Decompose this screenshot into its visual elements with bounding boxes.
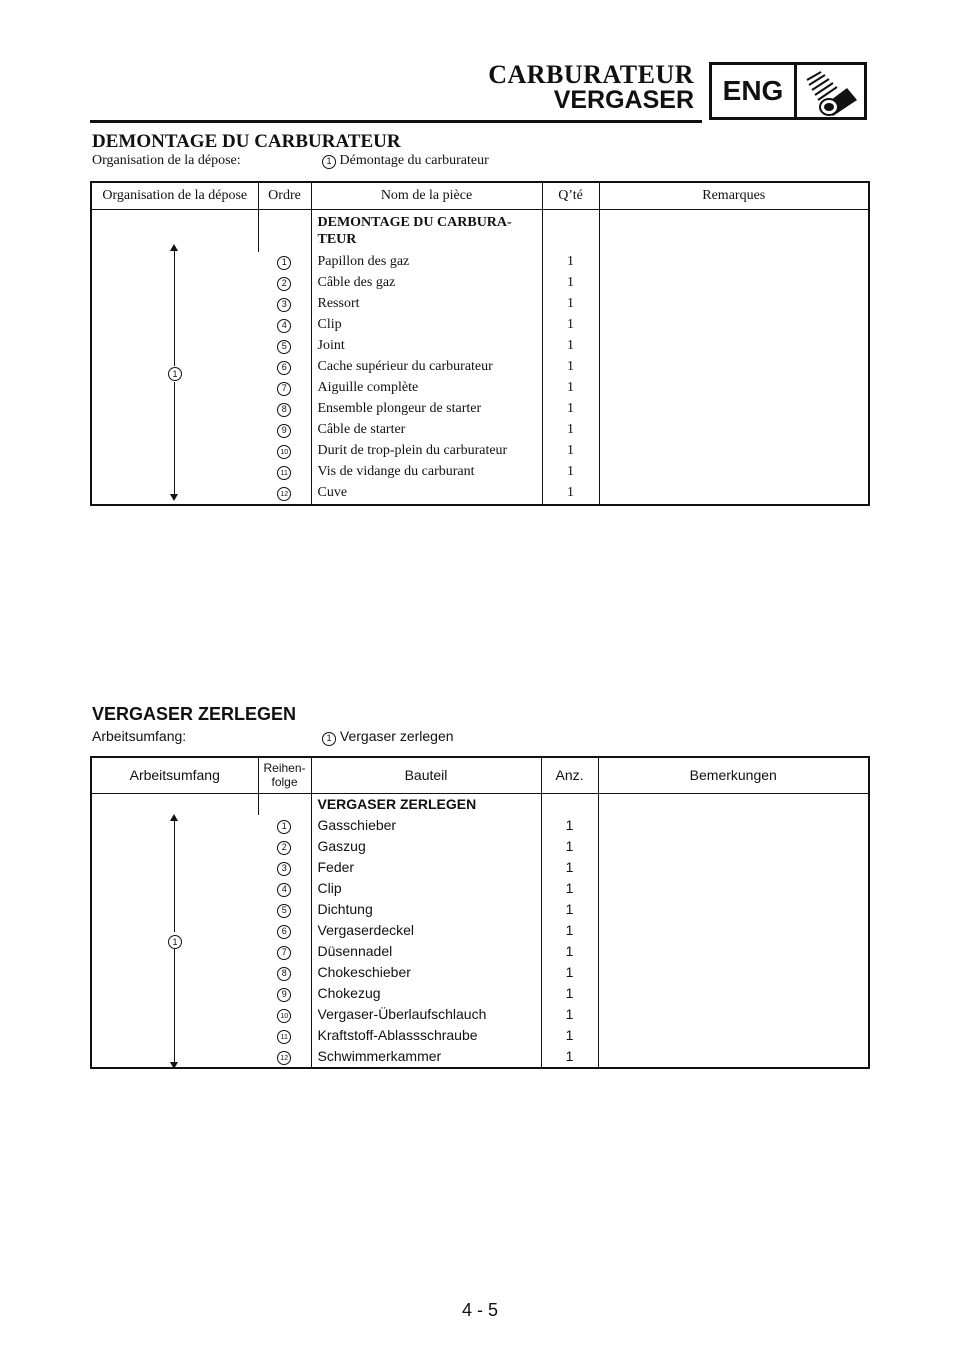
de-col-part: Bauteil (311, 757, 541, 793)
part-qty: 1 (541, 857, 598, 878)
part-qty: 1 (542, 357, 599, 378)
part-name: Ressort (311, 294, 542, 315)
order-number: 7 (277, 382, 291, 396)
part-name: Schwimmerkammer (311, 1046, 541, 1068)
part-qty: 1 (542, 378, 599, 399)
fr-col-remarks: Remarques (599, 182, 869, 209)
part-qty: 1 (542, 483, 599, 505)
order-number: 4 (277, 319, 291, 333)
order-number: 6 (277, 925, 291, 939)
part-name: Câble des gaz (311, 273, 542, 294)
part-qty: 1 (542, 441, 599, 462)
arrow-down-icon (170, 1062, 178, 1069)
part-qty: 1 (541, 836, 598, 857)
header-rule (90, 120, 702, 123)
de-parts-table (90, 756, 870, 1069)
part-qty: 1 (541, 983, 598, 1004)
header-title-fr: CARBURATEUR (488, 60, 694, 89)
part-name: Feder (311, 857, 541, 878)
part-qty: 1 (542, 315, 599, 336)
part-name: Vis de vidange du carburant (311, 462, 542, 483)
part-name: Clip (311, 878, 541, 899)
order-number: 8 (277, 967, 291, 981)
part-qty: 1 (541, 1046, 598, 1068)
part-name: Clip (311, 315, 542, 336)
order-number: 4 (277, 883, 291, 897)
part-name: Ensemble plongeur de starter (311, 399, 542, 420)
de-col-scope: Arbeitsumfang (91, 757, 258, 793)
part-name: Gaszug (311, 836, 541, 857)
de-heading-row (91, 793, 869, 815)
order-number: 5 (277, 340, 291, 354)
fr-section-title: DEMONTAGE DU CARBURATEUR (92, 131, 401, 152)
order-number: 1 (277, 820, 291, 834)
page-number: 4 - 5 (461, 1300, 499, 1320)
part-name: Câble de starter (311, 420, 542, 441)
section-badge (709, 62, 867, 120)
fr-scope-value: Démontage du carburateur (339, 153, 489, 168)
part-name: Joint (311, 336, 542, 357)
de-section-title: VERGASER ZERLEGEN (92, 704, 297, 724)
order-number: 6 (277, 361, 291, 375)
order-number: 1 (277, 256, 291, 270)
part-name: Cuve (311, 483, 542, 505)
part-qty: 1 (542, 273, 599, 294)
de-group-label: 1 (168, 935, 182, 949)
part-name: Chokezug (311, 983, 541, 1004)
part-name: Papillon des gaz (311, 252, 542, 273)
order-number: 3 (277, 862, 291, 876)
part-name: Kraftstoff-Ablassschraube (311, 1025, 541, 1046)
badge-label: ENG (712, 65, 797, 117)
engine-cylinder-icon (797, 65, 864, 117)
part-qty: 1 (542, 420, 599, 441)
fr-parts-table (90, 181, 870, 506)
order-number: 5 (277, 904, 291, 918)
part-name: Aiguille complète (311, 378, 542, 399)
part-qty: 1 (542, 252, 599, 273)
order-number: 3 (277, 298, 291, 312)
fr-col-org: Organisation de la dépose (91, 182, 258, 209)
order-number: 12 (277, 1051, 291, 1065)
fr-group-label: 1 (168, 367, 182, 381)
header-title-de: VERGASER (553, 86, 694, 114)
part-qty: 1 (541, 962, 598, 983)
part-name: Durit de trop-plein du carburateur (311, 441, 542, 462)
de-col-remarks: Bemerkungen (598, 757, 869, 793)
part-qty: 1 (541, 878, 598, 899)
part-qty: 1 (542, 294, 599, 315)
de-col-qty: Anz. (541, 757, 598, 793)
part-name: Vergaserdeckel (311, 920, 541, 941)
de-col-order: Reihen-folge (258, 757, 311, 793)
part-name: Cache supérieur du carburateur (311, 357, 542, 378)
de-header-row (91, 757, 869, 793)
de-group-cell (91, 793, 258, 1068)
fr-scope-line (92, 153, 792, 169)
part-qty: 1 (542, 462, 599, 483)
part-qty: 1 (541, 941, 598, 962)
fr-group-cell (91, 209, 258, 505)
de-scope-number: 1 (322, 732, 336, 746)
order-number: 9 (277, 988, 291, 1002)
order-number: 10 (277, 445, 291, 459)
part-qty: 1 (541, 899, 598, 920)
fr-header-row (91, 182, 869, 209)
order-number: 9 (277, 424, 291, 438)
order-number: 12 (277, 487, 291, 501)
part-name: Vergaser-Überlaufschlauch (311, 1004, 541, 1025)
fr-heading-name: DEMONTAGE DU CARBURA-TEUR (311, 209, 542, 252)
part-qty: 1 (542, 336, 599, 357)
de-scope-value: Vergaser zerlegen (339, 728, 454, 744)
part-qty: 1 (541, 1025, 598, 1046)
fr-col-qty: Q’té (542, 182, 599, 209)
part-qty: 1 (542, 399, 599, 420)
part-name: Dichtung (311, 899, 541, 920)
de-scope-line (92, 728, 792, 744)
fr-scope-label: Organisation de la dépose: (92, 153, 241, 168)
order-number: 11 (277, 466, 291, 480)
order-number: 7 (277, 946, 291, 960)
order-number: 2 (277, 841, 291, 855)
arrow-down-icon (170, 494, 178, 501)
order-number: 11 (277, 1030, 291, 1044)
order-number: 8 (277, 403, 291, 417)
fr-col-order: Ordre (258, 182, 311, 209)
part-qty: 1 (541, 815, 598, 836)
part-name: Chokeschieber (311, 962, 541, 983)
part-qty: 1 (541, 1004, 598, 1025)
order-number: 10 (277, 1009, 291, 1023)
de-heading-name: VERGASER ZERLEGEN (311, 793, 541, 815)
fr-col-name: Nom de la pièce (311, 182, 542, 209)
fr-scope-number: 1 (322, 155, 336, 169)
order-number: 2 (277, 277, 291, 291)
fr-heading-row (91, 209, 869, 252)
de-scope-label: Arbeitsumfang: (92, 728, 187, 744)
part-name: Düsennadel (311, 941, 541, 962)
part-name: Gasschieber (311, 815, 541, 836)
part-qty: 1 (541, 920, 598, 941)
